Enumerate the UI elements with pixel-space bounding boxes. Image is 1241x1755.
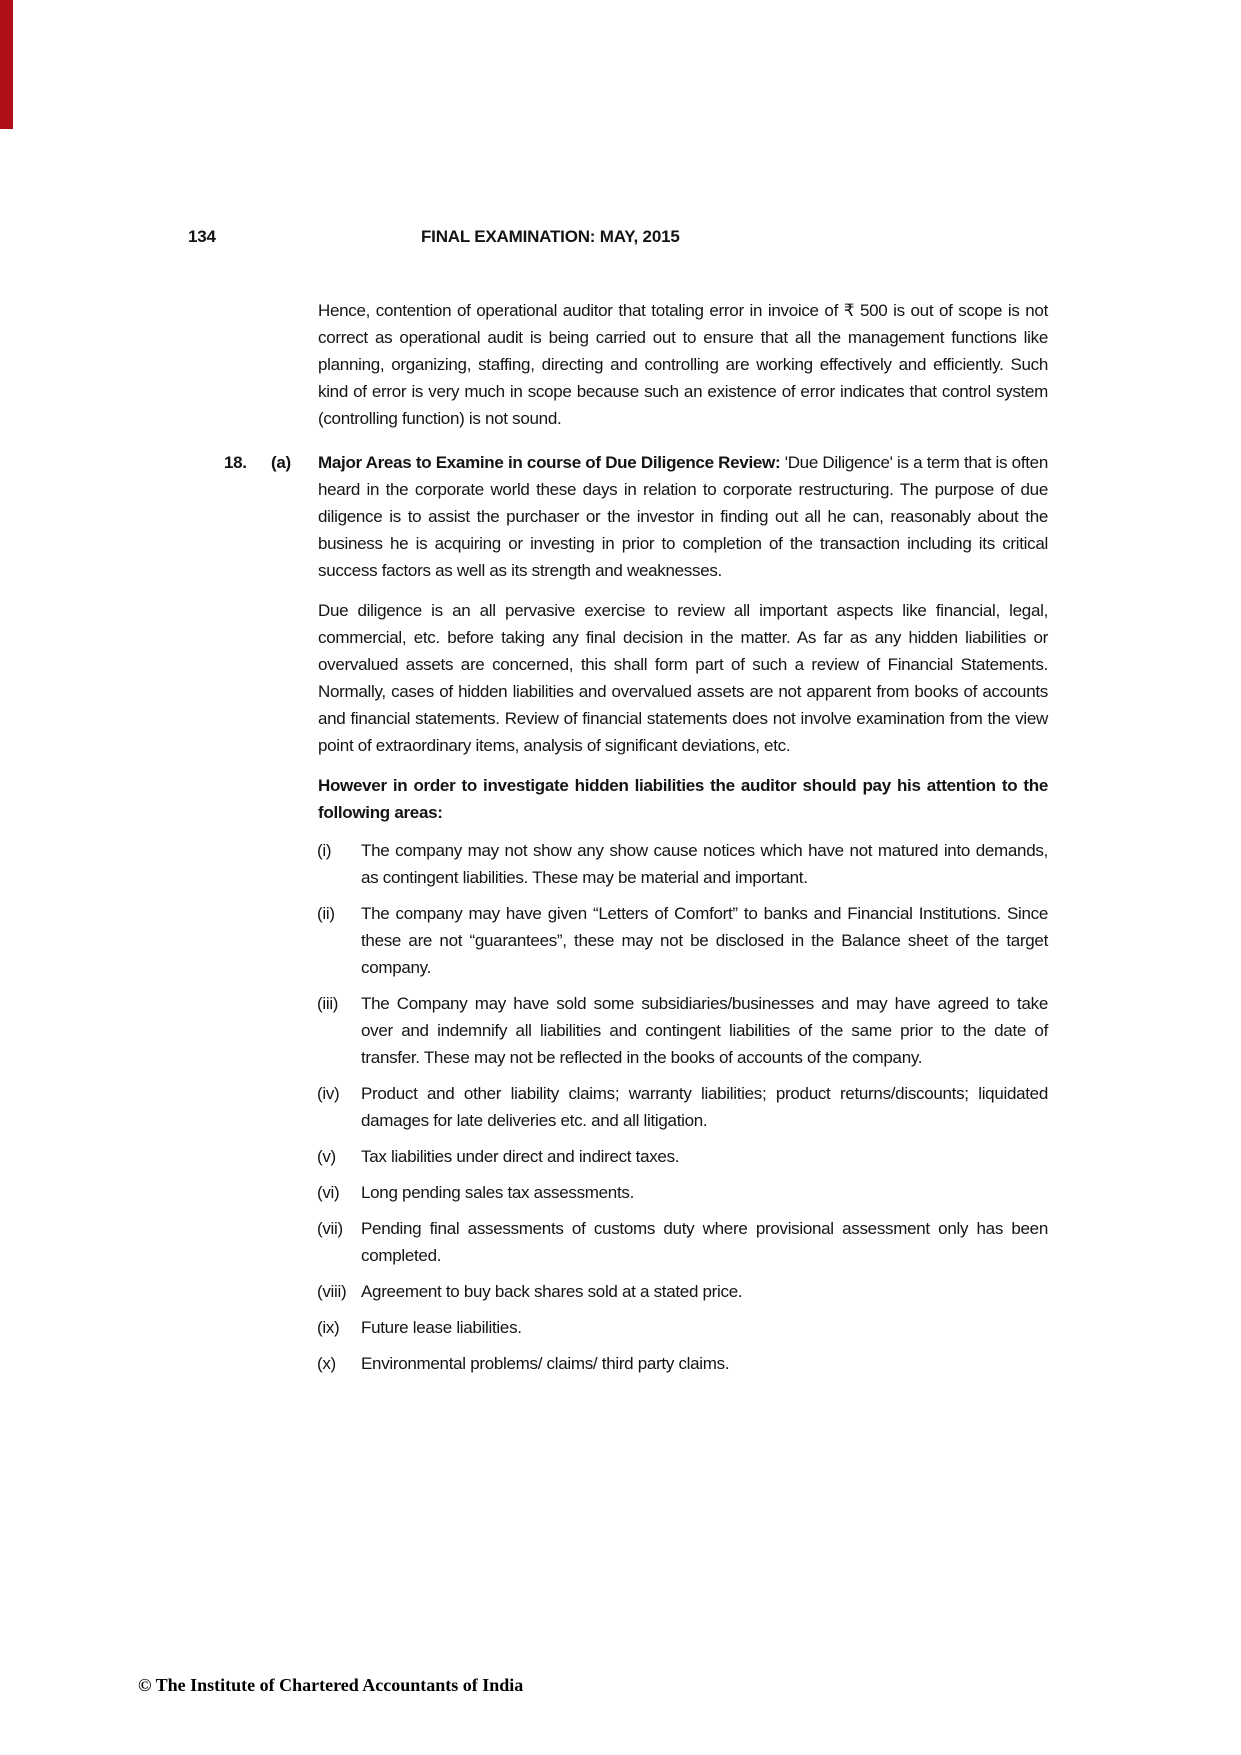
red-margin-bar xyxy=(0,0,13,129)
list-item xyxy=(317,1314,1048,1341)
list-item-text: Agreement to buy back shares sold at a stated price. xyxy=(361,1282,743,1301)
paragraph-lead-in-bold: However in order to investigate hidden liabilities the auditor should pay his attention to the following areas: xyxy=(318,776,1048,822)
list-item-text: Environmental problems/ claims/ third party claims. xyxy=(361,1354,730,1373)
list-item xyxy=(317,1080,1048,1134)
question-intro-text: 'Due Diligence' is a term that is often heard in the corporate world these days in relation to corporate restructuring. The purpose of due diligence is to assist the purchaser or the investor in finding out all he can, reasonably about the business he is acquiring or investing in prior to completion of the transaction including its critical success factors as well as its strength and weaknesses. xyxy=(318,453,1048,580)
paragraph-operational-audit-conclusion: Hence, contention of operational auditor that totaling error in invoice of ₹ 500 is out of scope is not correct as operational audit is being carried out to ensure that all the management functions like planning, organizing, staffing, directing and controlling are working effectively and efficiently. Such kind of error is very much in scope because such an existence of error indicates that control system (controlling function) is not sound. xyxy=(318,301,1048,428)
question-number: 18. xyxy=(224,453,247,472)
question-opening-paragraph xyxy=(318,449,1048,584)
question-heading: Major Areas to Examine in course of Due Diligence Review: xyxy=(318,453,781,472)
question-18a-row xyxy=(224,449,1048,584)
list-item-marker: (vi) xyxy=(317,1183,340,1202)
list-item xyxy=(317,990,1048,1071)
list-item-text: Future lease liabilities. xyxy=(361,1318,522,1337)
list-item xyxy=(317,837,1048,891)
copyright-footer: © The Institute of Chartered Accountants of India xyxy=(138,1675,524,1695)
list-item xyxy=(317,1179,1048,1206)
list-item-text: Product and other liability claims; warranty liabilities; product returns/discounts; liquidated damages for late deliveries etc. and all litigation. xyxy=(361,1084,1048,1130)
list-item-text: The Company may have sold some subsidiaries/businesses and may have agreed to take over and indemnify all liabilities and contingent liabilities of the same prior to the date of transfer. These may not be reflected in the books of accounts of the company. xyxy=(361,994,1048,1067)
paragraph-due-diligence-exercise: Due diligence is an all pervasive exercise to review all important aspects like financial, legal, commercial, etc. before taking any final decision in the matter. As far as any hidden liabilities or overvalued assets are concerned, this shall form part of such a review of Financial Statements. Normally, cases of hidden liabilities and overvalued assets are not apparent from books of accounts and financial statements. Review of financial statements does not involve examination from the view point of extraordinary items, analysis of significant deviations, etc. xyxy=(318,601,1048,755)
document-body xyxy=(224,297,1048,1386)
question-part-label: (a) xyxy=(271,453,291,472)
list-item xyxy=(317,1278,1048,1305)
list-item-text: Long pending sales tax assessments. xyxy=(361,1183,635,1202)
list-item-text: The company may not show any show cause notices which have not matured into demands, as contingent liabilities. These may be material and important. xyxy=(361,841,1048,887)
list-item-text: Tax liabilities under direct and indirect taxes. xyxy=(361,1147,680,1166)
list-item xyxy=(317,1350,1048,1377)
list-item-marker: (ii) xyxy=(317,904,335,923)
list-item-marker: (iv) xyxy=(317,1084,340,1103)
list-item xyxy=(317,900,1048,981)
list-item-marker: (iii) xyxy=(317,994,339,1013)
list-item-marker: (viii) xyxy=(317,1282,347,1301)
list-item xyxy=(317,1143,1048,1170)
list-item-marker: (v) xyxy=(317,1147,336,1166)
list-item-text: Pending final assessments of customs duty where provisional assessment only has been completed. xyxy=(361,1219,1048,1265)
list-item-marker: (vii) xyxy=(317,1219,343,1238)
list-item-marker: (x) xyxy=(317,1354,336,1373)
page-number: 134 xyxy=(188,227,216,246)
list-item-marker: (ix) xyxy=(317,1318,340,1337)
list-item-marker: (i) xyxy=(317,841,332,860)
list-item-text: The company may have given “Letters of Comfort” to banks and Financial Institutions. Since these are not “guarantees”, these may not be disclosed in the Balance sheet of the target company. xyxy=(361,904,1048,977)
list-item xyxy=(317,1215,1048,1269)
page-header-title: FINAL EXAMINATION: MAY, 2015 xyxy=(421,227,680,246)
